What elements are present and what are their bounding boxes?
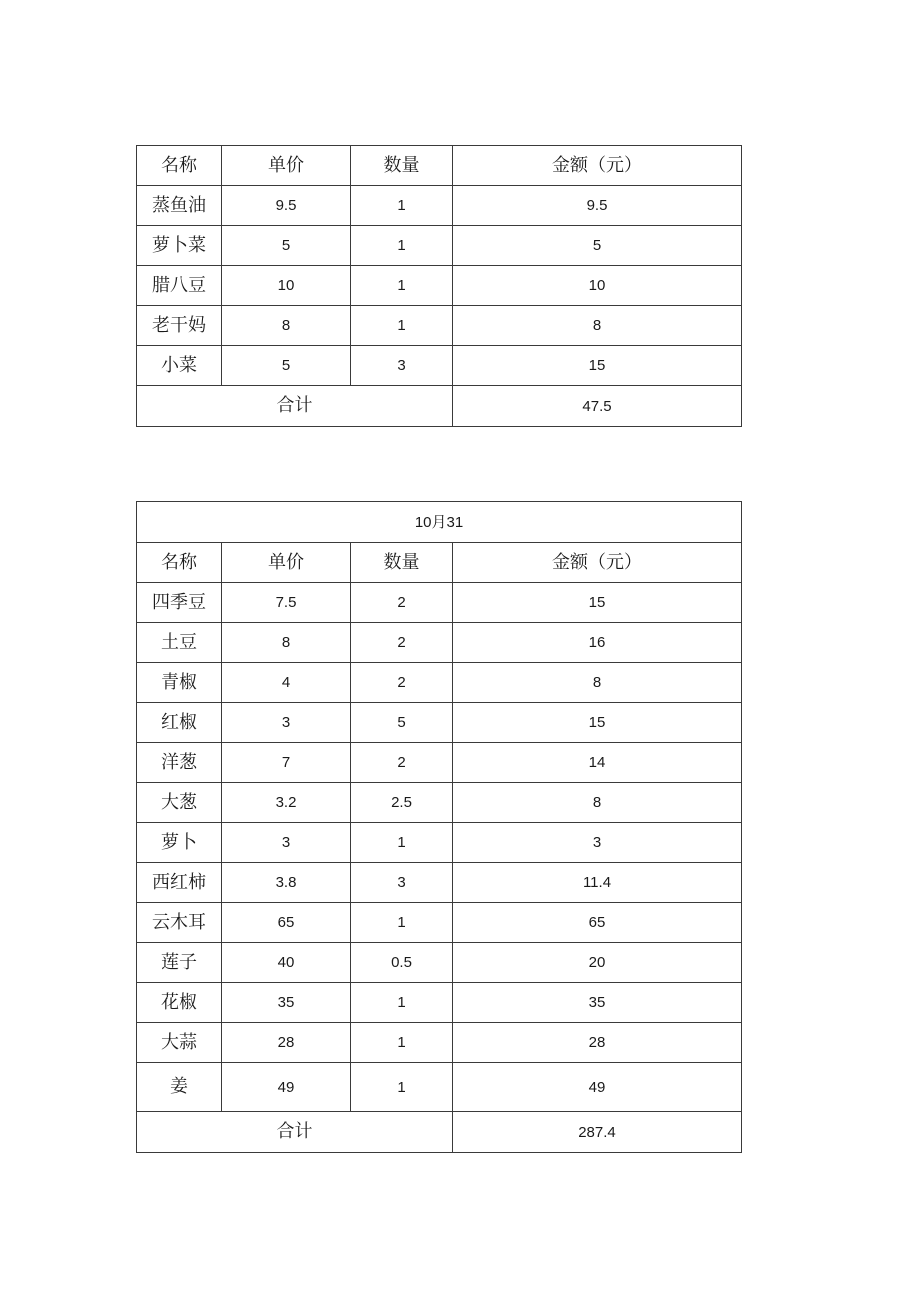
- total-value: 287.4: [453, 1112, 742, 1153]
- header-unit-price: 单价: [222, 543, 351, 583]
- item-unit-price: 3.8: [222, 863, 351, 903]
- item-amount: 15: [453, 583, 742, 623]
- item-unit-price: 3: [222, 703, 351, 743]
- item-unit-price: 28: [222, 1023, 351, 1063]
- item-quantity: 1: [351, 903, 453, 943]
- item-quantity: 1: [351, 1063, 453, 1112]
- item-name: 花椒: [137, 983, 222, 1023]
- total-label: 合计: [137, 386, 453, 427]
- table-row: [137, 226, 742, 266]
- item-amount: 28: [453, 1023, 742, 1063]
- table-row: [137, 1063, 742, 1112]
- table-row: [137, 583, 742, 623]
- item-quantity: 1: [351, 186, 453, 226]
- item-unit-price: 7: [222, 743, 351, 783]
- table-row: [137, 983, 742, 1023]
- table-row: [137, 903, 742, 943]
- expense-table-1: [136, 145, 742, 427]
- item-amount: 8: [453, 306, 742, 346]
- item-quantity: 1: [351, 306, 453, 346]
- item-quantity: 2: [351, 623, 453, 663]
- table-row: [137, 1023, 742, 1063]
- item-amount: 14: [453, 743, 742, 783]
- table-row: [137, 346, 742, 386]
- item-quantity: 3: [351, 863, 453, 903]
- item-name: 云木耳: [137, 903, 222, 943]
- table-row: [137, 186, 742, 226]
- total-value: 47.5: [453, 386, 742, 427]
- item-quantity: 1: [351, 823, 453, 863]
- item-name: 西红柿: [137, 863, 222, 903]
- item-unit-price: 8: [222, 306, 351, 346]
- item-unit-price: 5: [222, 346, 351, 386]
- header-quantity: 数量: [351, 543, 453, 583]
- item-unit-price: 49: [222, 1063, 351, 1112]
- item-unit-price: 65: [222, 903, 351, 943]
- item-quantity: 1: [351, 1023, 453, 1063]
- item-quantity: 5: [351, 703, 453, 743]
- item-quantity: 2: [351, 663, 453, 703]
- table-row: [137, 623, 742, 663]
- item-quantity: 2: [351, 743, 453, 783]
- item-quantity: 1: [351, 266, 453, 306]
- item-amount: 15: [453, 346, 742, 386]
- item-amount: 16: [453, 623, 742, 663]
- item-quantity: 2.5: [351, 783, 453, 823]
- total-row: [137, 386, 742, 427]
- item-unit-price: 4: [222, 663, 351, 703]
- header-name: 名称: [137, 543, 222, 583]
- item-amount: 3: [453, 823, 742, 863]
- item-amount: 20: [453, 943, 742, 983]
- item-quantity: 1: [351, 226, 453, 266]
- item-amount: 9.5: [453, 186, 742, 226]
- table-row: [137, 266, 742, 306]
- item-unit-price: 3: [222, 823, 351, 863]
- header-name: 名称: [137, 146, 222, 186]
- item-unit-price: 3.2: [222, 783, 351, 823]
- table-row: [137, 663, 742, 703]
- item-name: 萝卜: [137, 823, 222, 863]
- expense-table-2: [136, 501, 742, 1153]
- item-unit-price: 5: [222, 226, 351, 266]
- item-amount: 35: [453, 983, 742, 1023]
- item-amount: 5: [453, 226, 742, 266]
- item-name: 小菜: [137, 346, 222, 386]
- header-row: [137, 543, 742, 583]
- item-name: 四季豆: [137, 583, 222, 623]
- item-quantity: 0.5: [351, 943, 453, 983]
- item-name: 腊八豆: [137, 266, 222, 306]
- table-row: [137, 823, 742, 863]
- item-amount: 65: [453, 903, 742, 943]
- item-amount: 49: [453, 1063, 742, 1112]
- table-row: [137, 306, 742, 346]
- header-row: [137, 146, 742, 186]
- item-amount: 8: [453, 783, 742, 823]
- item-unit-price: 10: [222, 266, 351, 306]
- table-row: [137, 783, 742, 823]
- item-name: 老干妈: [137, 306, 222, 346]
- table-row: [137, 943, 742, 983]
- item-name: 红椒: [137, 703, 222, 743]
- item-amount: 11.4: [453, 863, 742, 903]
- date-row: [137, 502, 742, 543]
- item-unit-price: 8: [222, 623, 351, 663]
- item-unit-price: 40: [222, 943, 351, 983]
- item-name: 萝卜菜: [137, 226, 222, 266]
- table-row: [137, 863, 742, 903]
- header-unit-price: 单价: [222, 146, 351, 186]
- item-name: 莲子: [137, 943, 222, 983]
- item-amount: 10: [453, 266, 742, 306]
- item-unit-price: 9.5: [222, 186, 351, 226]
- table-row: [137, 743, 742, 783]
- item-amount: 8: [453, 663, 742, 703]
- item-name: 大蒜: [137, 1023, 222, 1063]
- item-unit-price: 7.5: [222, 583, 351, 623]
- item-name: 青椒: [137, 663, 222, 703]
- item-unit-price: 35: [222, 983, 351, 1023]
- total-label: 合计: [137, 1112, 453, 1153]
- header-amount: 金额（元）: [453, 543, 742, 583]
- total-row: [137, 1112, 742, 1153]
- item-quantity: 3: [351, 346, 453, 386]
- item-amount: 15: [453, 703, 742, 743]
- header-quantity: 数量: [351, 146, 453, 186]
- item-name: 土豆: [137, 623, 222, 663]
- item-name: 洋葱: [137, 743, 222, 783]
- table-date: 10月31: [137, 502, 742, 543]
- item-quantity: 1: [351, 983, 453, 1023]
- table-row: [137, 703, 742, 743]
- item-name: 姜: [137, 1063, 222, 1112]
- item-quantity: 2: [351, 583, 453, 623]
- header-amount: 金额（元）: [453, 146, 742, 186]
- item-name: 蒸鱼油: [137, 186, 222, 226]
- item-name: 大葱: [137, 783, 222, 823]
